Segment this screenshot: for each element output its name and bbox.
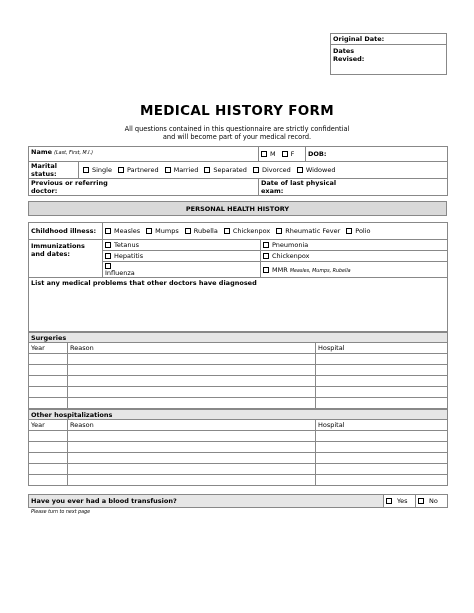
checkbox-icon[interactable]: [165, 167, 171, 173]
surgeries-col-year: Year: [29, 343, 68, 354]
childhood-option-polio[interactable]: Polio: [346, 227, 370, 235]
childhood-illness-options: [103, 223, 448, 240]
imm-option-pneumonia[interactable]: Pneumonia: [261, 240, 448, 251]
surgeries-table: [28, 332, 448, 409]
patient-info-table: [28, 146, 448, 196]
personal-health-heading: PERSONAL HEALTH HISTORY: [29, 202, 447, 216]
table-row: [29, 431, 448, 442]
medical-problems-label: List any medical problems that other doctors have diagnosed: [31, 279, 257, 287]
childhood-option-measles[interactable]: Measles: [105, 227, 140, 235]
table-row: [29, 475, 448, 486]
checkbox-icon[interactable]: [83, 167, 89, 173]
table-row: [29, 365, 448, 376]
checkbox-icon[interactable]: [276, 228, 282, 234]
hospitalizations-heading: Other hospitalizations: [29, 410, 448, 420]
checkbox-icon[interactable]: [118, 167, 124, 173]
checkbox-icon[interactable]: [282, 151, 288, 157]
dates-revised-label: Dates Revised:: [331, 45, 447, 75]
table-row: [29, 398, 448, 409]
sex-m-option[interactable]: M: [261, 150, 276, 158]
table-row: [29, 442, 448, 453]
hospitalizations-col-hospital: Hospital: [316, 420, 448, 431]
checkbox-icon[interactable]: [105, 242, 111, 248]
imm-option-chickenpox[interactable]: Chickenpox: [261, 251, 448, 262]
transfusion-no-option[interactable]: No: [416, 495, 448, 508]
dob-field[interactable]: [306, 147, 448, 162]
checkbox-icon[interactable]: [105, 253, 111, 259]
childhood-option-mumps[interactable]: Mumps: [146, 227, 179, 235]
page-title: MEDICAL HISTORY FORM: [140, 103, 334, 119]
table-row: [29, 376, 448, 387]
checkbox-icon[interactable]: [418, 498, 424, 504]
personal-health-heading-box: [28, 201, 447, 216]
original-date-label: Original Date:: [331, 34, 447, 45]
immunizations-label: Immunizations and dates:: [29, 240, 103, 278]
dob-label: DOB:: [308, 150, 327, 158]
checkbox-icon[interactable]: [204, 167, 210, 173]
name-field[interactable]: [29, 147, 259, 162]
checkbox-icon[interactable]: [185, 228, 191, 234]
checkbox-icon[interactable]: [224, 228, 230, 234]
checkbox-icon[interactable]: [346, 228, 352, 234]
hospitalizations-table: [28, 409, 448, 486]
sex-options: [259, 147, 306, 162]
checkbox-icon[interactable]: [253, 167, 259, 173]
checkbox-icon[interactable]: [297, 167, 303, 173]
checkbox-icon[interactable]: [105, 228, 111, 234]
marital-option-divorced[interactable]: Divorced: [253, 166, 291, 174]
transfusion-question: Have you ever had a blood transfusion?: [29, 495, 384, 508]
childhood-option-rheumatic-fever[interactable]: Rheumatic Fever: [276, 227, 340, 235]
childhood-option-rubella[interactable]: Rubella: [185, 227, 218, 235]
marital-option-widowed[interactable]: Widowed: [297, 166, 336, 174]
last-physical-field[interactable]: Date of last physical exam:: [259, 179, 448, 196]
sex-f-option[interactable]: F: [282, 150, 295, 158]
imm-option-hepatitis[interactable]: Hepatitis: [103, 251, 261, 262]
intro-line-1: All questions contained in this questionnaire are strictly confidential: [124, 125, 350, 133]
childhood-illness-label: Childhood illness:: [29, 223, 103, 240]
table-row: [29, 464, 448, 475]
checkbox-icon[interactable]: [146, 228, 152, 234]
childhood-option-chickenpox[interactable]: Chickenpox: [224, 227, 270, 235]
footer-note: Please turn to next page: [31, 510, 91, 515]
imm-option-mmr[interactable]: MMR Measles, Mumps, Rubella: [261, 262, 448, 278]
marital-label: Marital status:: [29, 162, 79, 179]
marital-option-partnered[interactable]: Partnered: [118, 166, 159, 174]
imm-option-tetanus[interactable]: Tetanus: [103, 240, 261, 251]
table-row: [29, 387, 448, 398]
checkbox-icon[interactable]: [263, 267, 269, 273]
marital-option-separated[interactable]: Separated: [204, 166, 247, 174]
checkbox-icon[interactable]: [386, 498, 392, 504]
surgeries-col-reason: Reason: [68, 343, 316, 354]
table-row: [29, 453, 448, 464]
transfusion-yes-option[interactable]: Yes: [384, 495, 416, 508]
transfusion-table: [28, 494, 448, 508]
marital-options: [79, 162, 448, 179]
marital-option-married[interactable]: Married: [165, 166, 199, 174]
personal-health-table: [28, 222, 448, 332]
intro-line-2: and will become part of your medical record.: [162, 133, 312, 141]
referring-doctor-field[interactable]: Previous or referring doctor:: [29, 179, 259, 196]
hospitalizations-col-year: Year: [29, 420, 68, 431]
name-label: Name: [31, 148, 53, 156]
marital-option-single[interactable]: Single: [83, 166, 112, 174]
mmr-hint: Measles, Mumps, Rubella: [289, 268, 351, 274]
table-row: [29, 354, 448, 365]
medical-problems-field[interactable]: [29, 278, 448, 332]
checkbox-icon[interactable]: [261, 151, 267, 157]
checkbox-icon[interactable]: [263, 253, 269, 259]
imm-option-influenza[interactable]: Influenza: [103, 262, 261, 278]
dates-box: [330, 33, 447, 75]
surgeries-heading: Surgeries: [29, 333, 448, 343]
surgeries-col-hospital: Hospital: [316, 343, 448, 354]
name-hint: (Last, First, M.I.): [54, 151, 93, 156]
hospitalizations-col-reason: Reason: [68, 420, 316, 431]
checkbox-icon[interactable]: [263, 242, 269, 248]
